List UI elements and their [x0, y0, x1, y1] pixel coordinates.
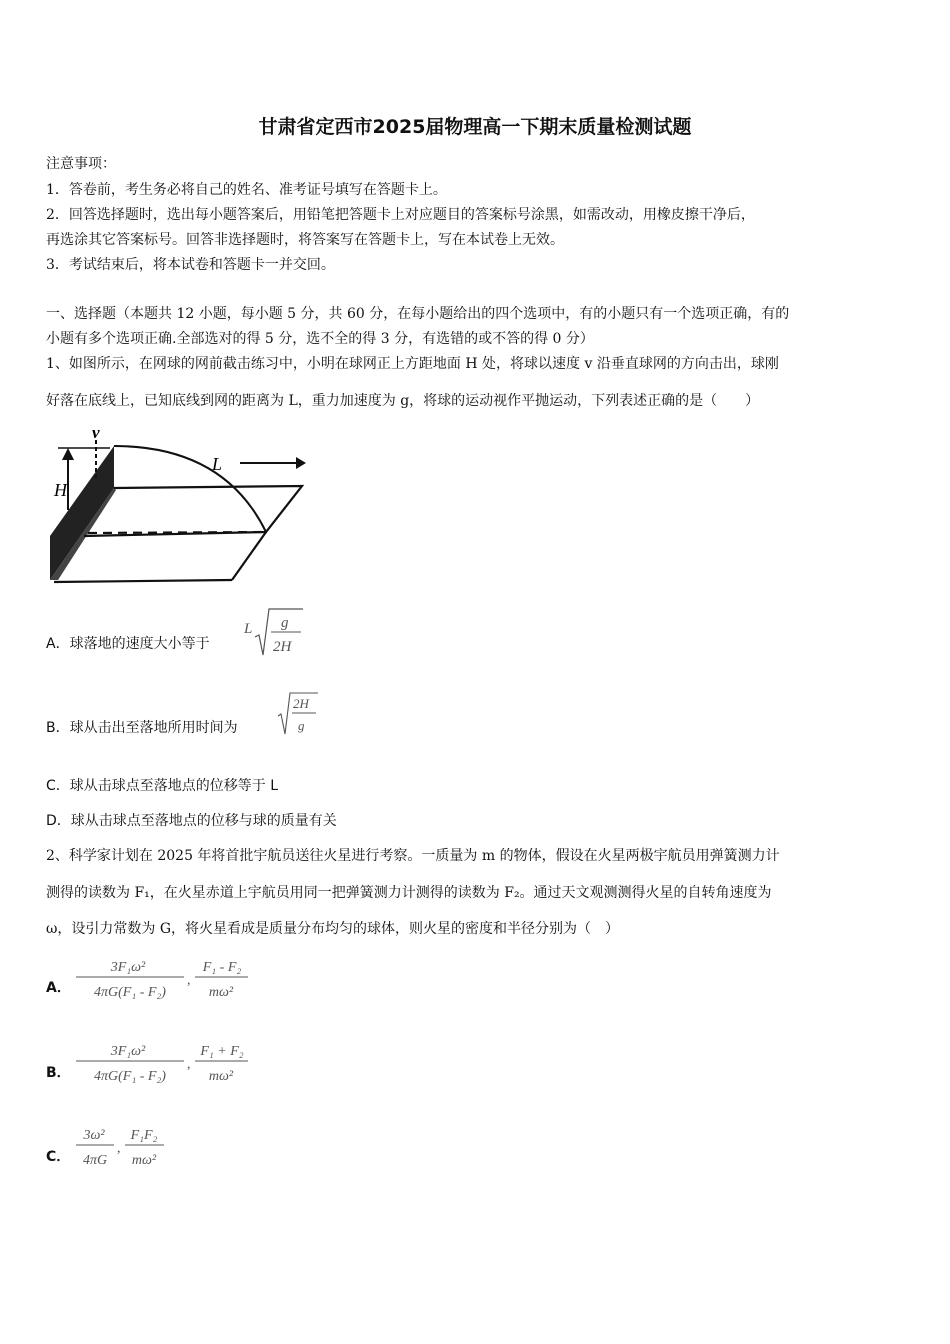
net-block	[50, 446, 114, 580]
notice-heading: 注意事项：	[46, 156, 116, 172]
q2-option-a-formula	[74, 954, 254, 1004]
q2-b-n2: F₁ + F₂	[200, 1044, 244, 1059]
tennis-court-figure	[44, 418, 309, 586]
question-2-text: 测得的读数为 F₁，在火星赤道上宇航员用同一把弹簧测力计测得的读数为 F₂。通过天文观测测得火星的自转角速度为	[46, 885, 772, 901]
label-H: H	[54, 480, 67, 500]
notice-item: 2．回答选择题时，选出每小题答案后，用铅笔把答题卡上对应题目的答案标号涂黑，如需改动，用橡皮擦干净后，	[46, 207, 755, 223]
q2-a-n2: F₁ - F₂	[202, 960, 242, 975]
notice-item: 再选涂其它答案标号。回答非选择题时，将答案写在答题卡上，写在本试卷上无效。	[46, 232, 564, 248]
label-v: v	[92, 423, 100, 442]
q2-a-d2: mω²	[208, 985, 234, 1000]
option-a: A．球落地的速度大小等于	[46, 636, 210, 652]
q2-a-n1: 3F₁ω²	[110, 960, 146, 975]
trajectory	[114, 446, 266, 532]
q2-b-d1: 4πG(F₁ - F₂)	[94, 1069, 166, 1084]
q2-option-a-label: A．	[46, 980, 71, 996]
q2-option-b-formula	[74, 1038, 254, 1088]
option-d: D．球从击球点至落地点的位移与球的质量有关	[46, 813, 337, 829]
question-1-text: 好落在底线上，已知底线到网的距离为 L，重力加速度为 g，将球的运动视作平抛运动，下列表述正确的是（ ）	[46, 393, 760, 409]
notice-item: 3．考试结束后，将本试卷和答题卡一并交回。	[46, 257, 335, 273]
court-outline	[84, 486, 302, 536]
svg-text:,: ,	[117, 1141, 121, 1156]
formula-a-den: 2H	[273, 639, 292, 655]
formula-a	[243, 605, 305, 661]
q2-c-d1: 4πG	[82, 1153, 108, 1168]
page-title: 甘肃省定西市2025届物理高一下期末质量检测试题	[258, 116, 692, 138]
q2-option-c-label: C．	[46, 1149, 71, 1165]
formula-a-num: g	[281, 615, 289, 631]
formula-a-pre: L	[244, 621, 253, 637]
formula-b-num: 2H	[293, 696, 309, 711]
svg-text:,: ,	[187, 973, 191, 988]
q2-a-d1: 4πG(F₁ - F₂)	[94, 985, 166, 1000]
formula-b	[276, 690, 320, 740]
q2-c-n2: F₁F₂	[130, 1128, 158, 1143]
question-1-text: 1、如图所示，在网球的网前截击练习中，小明在球网正上方距地面 H 处，将球以速度 v 沿垂直球网的方向击出，球刚	[46, 356, 779, 372]
svg-text:,: ,	[187, 1057, 191, 1072]
formula-b-den: g	[298, 718, 305, 733]
q2-option-c-formula	[74, 1122, 184, 1172]
q2-b-n1: 3F₁ω²	[110, 1044, 146, 1059]
q2-c-d2: mω²	[131, 1153, 157, 1168]
question-2-text: 2、科学家计划在 2025 年将首批宇航员送往火星进行考察。一质量为 m 的物体，假设在火星两极宇航员用弹簧测力计	[46, 848, 780, 864]
question-2-text: ω，设引力常数为 G，将火星看成是质量分布均匀的球体，则火星的密度和半径分别为（ ）	[46, 921, 620, 937]
section-note: 小题有多个选项正确.全部选对的得 5 分，选不全的得 3 分，有选错的或不答的得 0 分）	[46, 331, 594, 347]
option-b: B．球从击出至落地所用时间为	[46, 720, 238, 736]
option-c: C．球从击球点至落地点的位移等于 L	[46, 778, 279, 794]
notice-item: 1．答卷前，考生务必将自己的姓名、准考证号填写在答题卡上。	[46, 182, 447, 198]
dashed-line	[88, 532, 266, 533]
label-L: L	[212, 454, 223, 474]
section-heading: 一、选择题（本题共 12 小题，每小题 5 分，共 60 分，在每小题给出的四个选项中，有的小题只有一个选项正确，有的	[46, 306, 790, 322]
q2-c-n1: 3ω²	[83, 1128, 105, 1143]
q2-b-d2: mω²	[208, 1069, 234, 1084]
q2-option-b-label: B．	[46, 1065, 71, 1081]
